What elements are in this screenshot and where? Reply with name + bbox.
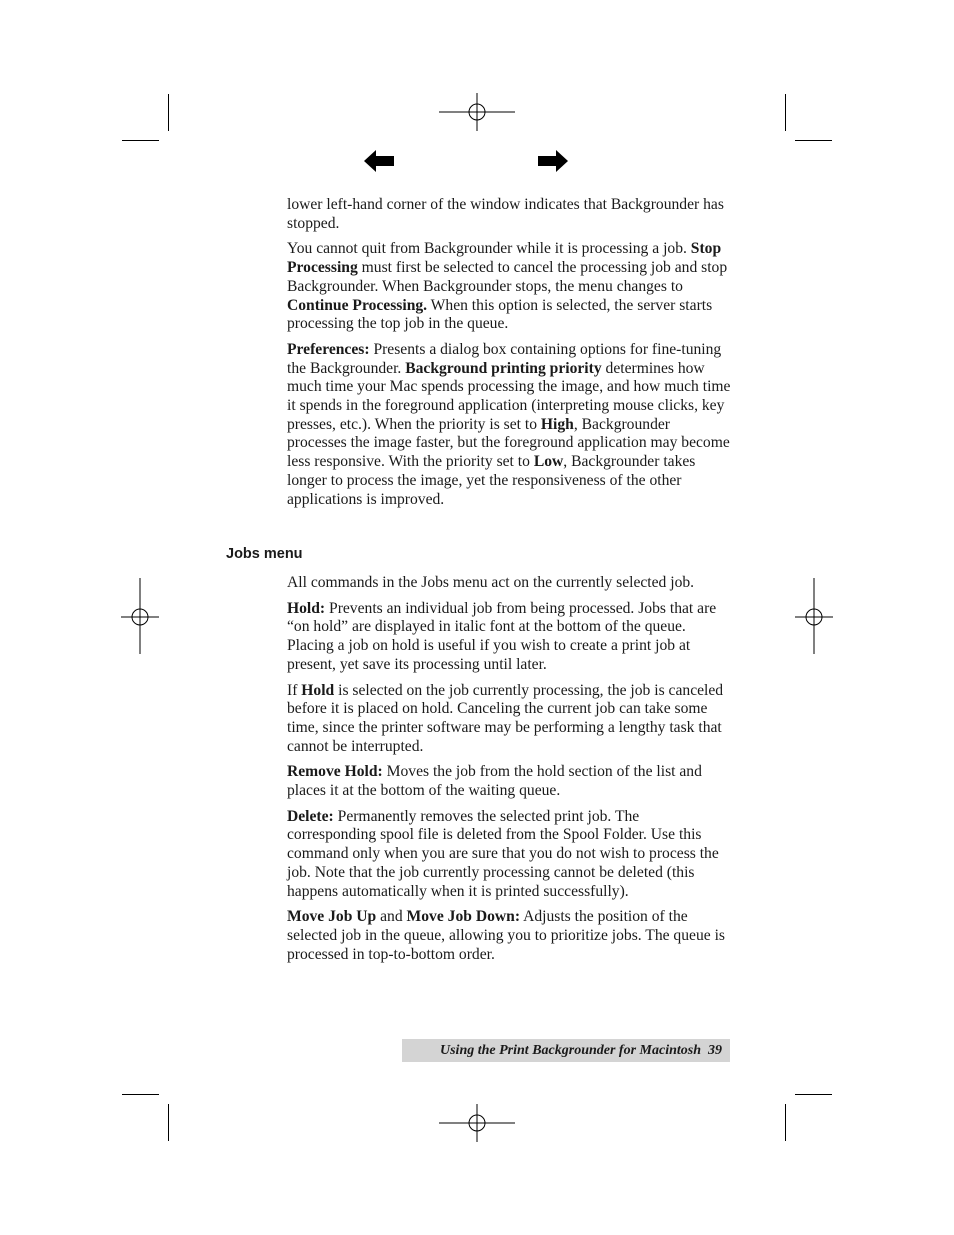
body-text-jobs-menu [287,574,732,971]
registration-mark-bottom [437,1104,517,1144]
right-arrow-icon[interactable] [538,150,568,172]
footer-text: Using the Print Backgrounder for Macintosh 39 [440,1043,722,1058]
registration-mark-left [121,578,161,656]
paragraph-preferences: Preferences: Presents a dialog box containing options for fine-tuning the Backgrounder. Background printing priority determines how much time your Mac spends processing the image, and how much time it spends in the foreground application (interpreting mouse clicks, key presses, etc.). When the priority is set to High, Backgrounder processes the image faster, but the foreground application may become less responsive. With the priority set to Low, Backgrounder takes longer to process the image, yet the responsiveness of the other applications is improved. [287,340,731,508]
paragraph-remove-hold: Remove Hold: Moves the job from the hold section of the list and places it at the bottom of the waiting queue. [287,763,702,800]
section-heading: Jobs menu [226,546,303,562]
crop-mark [785,1104,786,1141]
registration-mark-right [795,578,835,656]
crop-mark [795,1094,832,1095]
crop-mark [785,94,786,131]
crop-mark [168,94,169,131]
page-footer [402,1039,730,1062]
paragraph-move-job: Move Job Up and Move Job Down: Adjusts the position of the selected job in the queue, allowing you to prioritize jobs. The queue is processed in top-to-bottom order. [287,908,725,963]
paragraph-hold: Hold: Prevents an individual job from being processed. Jobs that are “on hold” are displayed in italic font at the bottom of the queue. Placing a job on hold is useful if you wish to create a print job at present, yet save its processing until later. [287,599,717,673]
paragraph-continuation: lower left-hand corner of the window indicates that Backgrounder has stopped. [287,196,724,232]
crop-mark [795,140,832,141]
crop-mark [122,1094,159,1095]
registration-mark-top [437,93,517,133]
paragraph-jobs-intro: All commands in the Jobs menu act on the currently selected job. [287,574,695,591]
body-text-section-1 [287,196,732,516]
paragraph-stop-processing: You cannot quit from Backgrounder while it is processing a job. Stop Processing must first be selected to cancel the processing job and stop Backgrounder. When Backgrounder stops, the menu changes to Continue Processing. When this option is selected, the server starts processing the top job in the queue. [287,240,728,333]
crop-mark [168,1104,169,1141]
left-arrow-icon[interactable] [364,150,394,172]
paragraph-delete: Delete: Permanently removes the selected print job. The corresponding spool file is deleted from the Spool Folder. Use this command only when you are sure that you do not wish to process the job. Note that the job currently processing cannot be deleted (this happens automatically when it is printed successfully). [287,807,719,900]
crop-mark [122,140,159,141]
paragraph-hold-current: If Hold is selected on the job currently processing, the job is canceled before it is placed on hold. Canceling the current job can take some time, since the printer software may be performing a lengthy task that cannot be interrupted. [287,681,724,755]
